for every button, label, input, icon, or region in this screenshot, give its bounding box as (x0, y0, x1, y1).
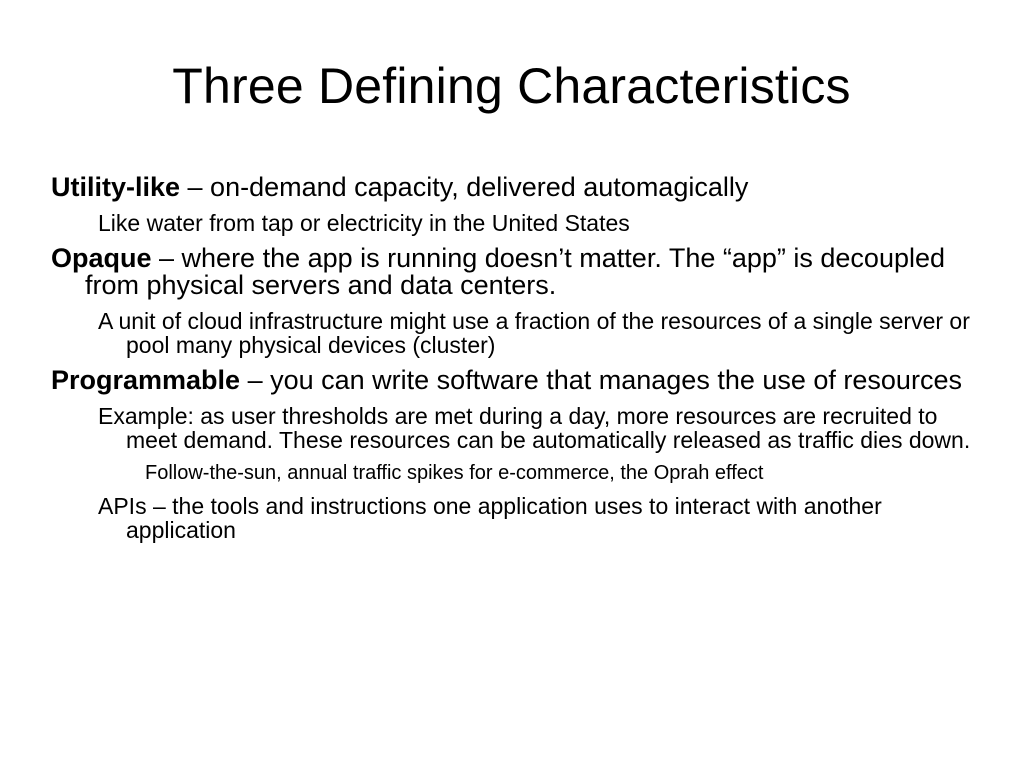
bullet-text: – you can write software that manages the use of resources (240, 365, 962, 395)
bullet-term: Opaque (51, 243, 152, 273)
sub-bullet: A unit of cloud infrastructure might use a fraction of the resources of a single server or pool many physical devices (cluster) (98, 308, 970, 358)
bullet-term: Utility-like (51, 172, 181, 202)
sub-bullet: Example: as user thresholds are met during a day, more resources are recruited to meet demand. These resources can be automatically released as traffic dies down. (98, 403, 971, 453)
slide-body (51, 174, 976, 552)
sub-sub-bullet: Follow-the-sun, annual traffic spikes for e-commerce, the Oprah effect (145, 462, 764, 484)
bullet-opaque (51, 245, 976, 299)
sub-bullet: APIs – the tools and instructions one application uses to interact with another application (98, 493, 882, 543)
bullet-text: – on-demand capacity, delivered automagically (180, 172, 749, 202)
bullet-utility-like (51, 174, 976, 201)
bullet-programmable (51, 367, 976, 394)
bullet-term: Programmable (51, 365, 241, 395)
sub-bullet: Like water from tap or electricity in the United States (98, 210, 630, 236)
bullet-text: – where the app is running doesn’t matter. The “app” is decoupled from physical servers and data centers. (85, 243, 946, 300)
slide-title: Three Defining Characteristics (172, 58, 851, 114)
